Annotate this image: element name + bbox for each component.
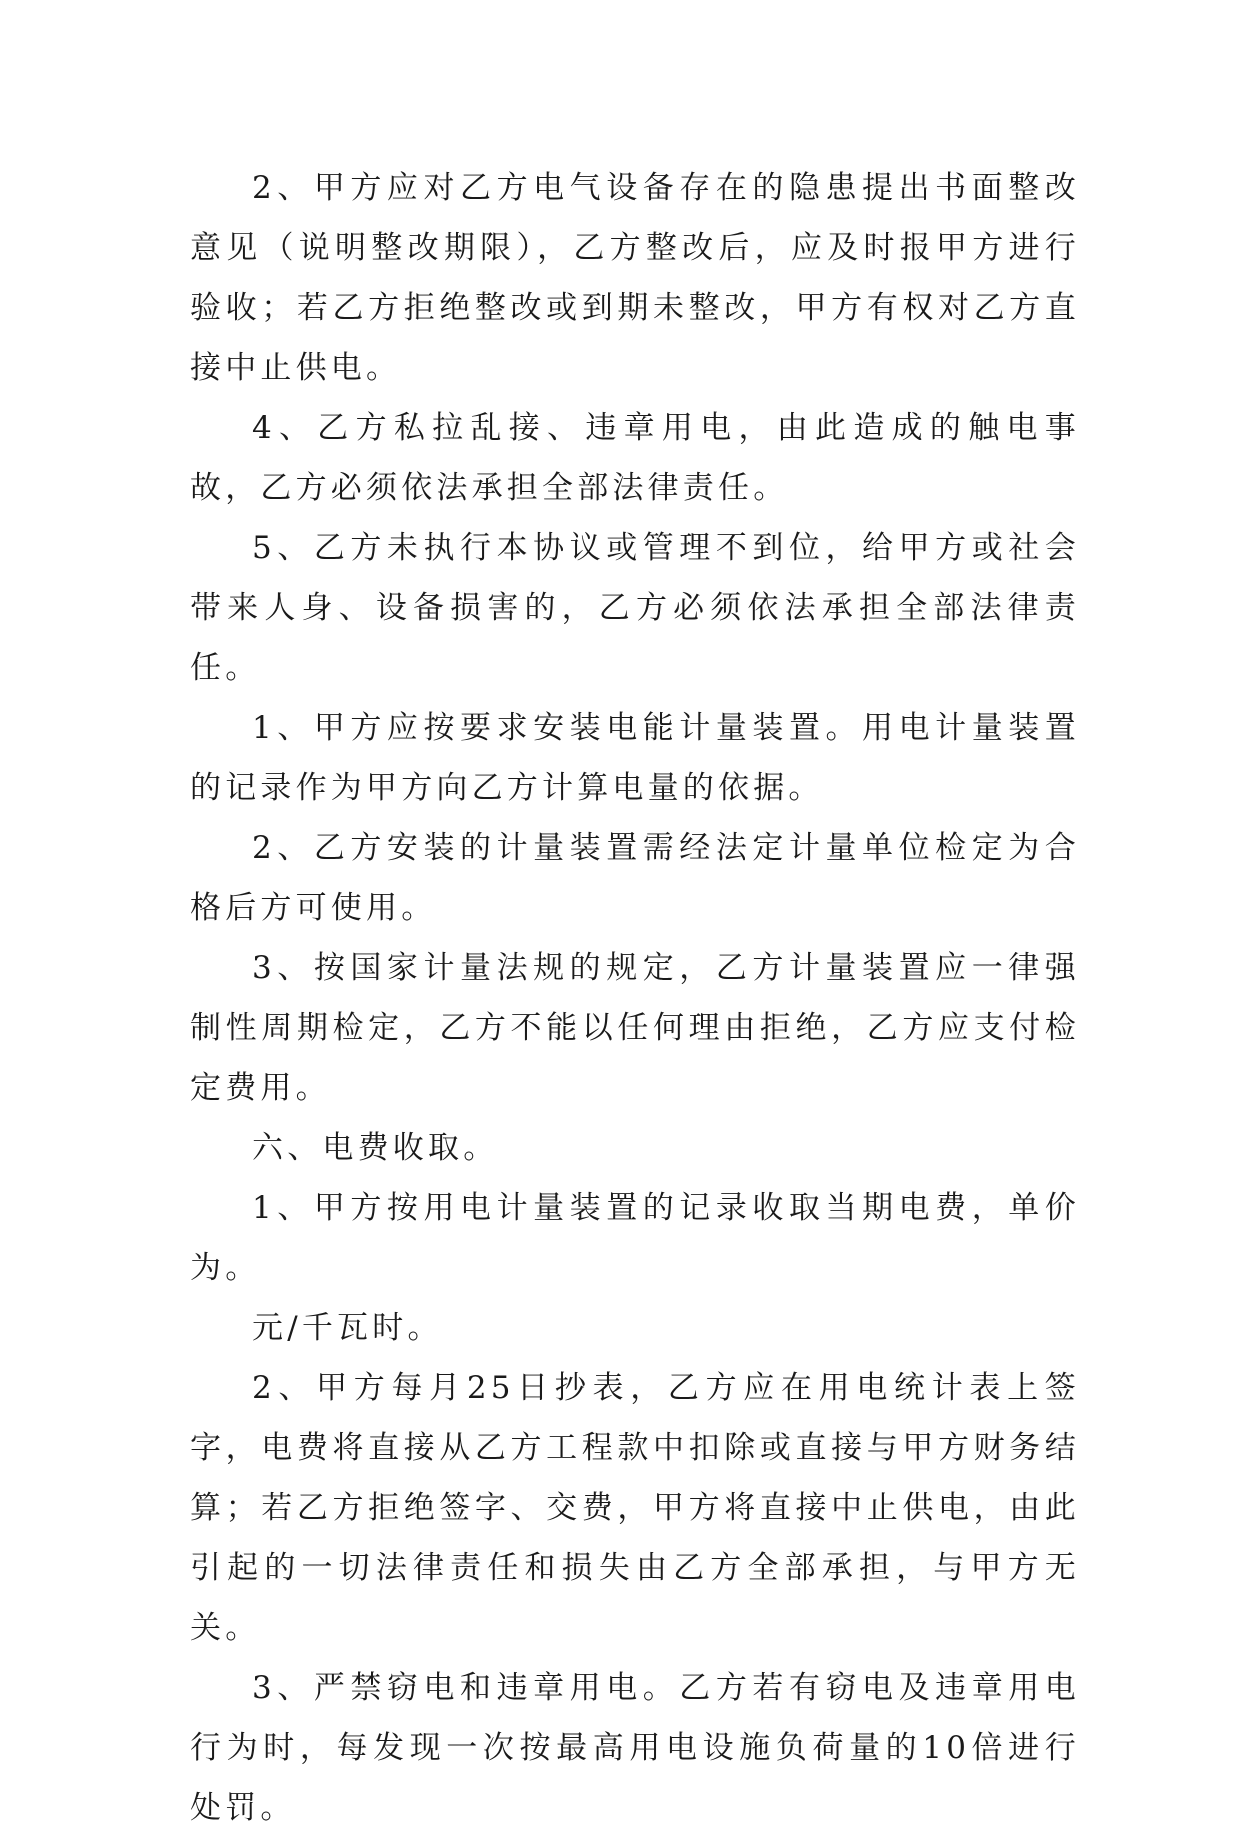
paragraph-meter-certification: 2、乙方安装的计量装置需经法定计量单位检定为合格后方可使用。 <box>190 830 1080 926</box>
paragraph-periodic-inspection: 3、按国家计量法规的规定，乙方计量装置应一律强制性周期检定，乙方不能以任何理由拒绝，乙方应支付检定费用。 <box>190 950 1080 1106</box>
document-body <box>190 158 1080 1838</box>
paragraph-unit-label: 元/千瓦时。 <box>252 1310 443 1346</box>
paragraph-meter-installation: 1、甲方应按要求安装电能计量装置。用电计量装置的记录作为甲方向乙方计算电量的依据。 <box>190 710 1080 806</box>
paragraph-hazard-rectification: 2、甲方应对乙方电气设备存在的隐患提出书面整改意见（说明整改期限），乙方整改后，应及时报甲方进行验收；若乙方拒绝整改或到期未整改，甲方有权对乙方直接中止供电。 <box>190 170 1080 386</box>
section-heading-fee-collection: 六、电费收取。 <box>252 1130 499 1166</box>
paragraph-theft-penalty: 3、严禁窃电和违章用电。乙方若有窃电及违章用电行为时，每发现一次按最高用电设施负荷量的10倍进行处罚。 <box>190 1670 1080 1826</box>
paragraph-illegal-wiring: 4、乙方私拉乱接、违章用电，由此造成的触电事故，乙方必须依法承担全部法律责任。 <box>190 410 1080 506</box>
paragraph-unit-price: 1、甲方按用电计量装置的记录收取当期电费，单价为。 <box>190 1190 1080 1286</box>
paragraph-agreement-breach: 5、乙方未执行本协议或管理不到位，给甲方或社会带来人身、设备损害的，乙方必须依法承担全部法律责任。 <box>190 530 1080 686</box>
paragraph-meter-reading: 2、甲方每月25日抄表，乙方应在用电统计表上签字，电费将直接从乙方工程款中扣除或直接与甲方财务结算；若乙方拒绝签字、交费，甲方将直接中止供电，由此引起的一切法律责任和损失由乙方全部承担，与甲方无关。 <box>190 1370 1080 1646</box>
